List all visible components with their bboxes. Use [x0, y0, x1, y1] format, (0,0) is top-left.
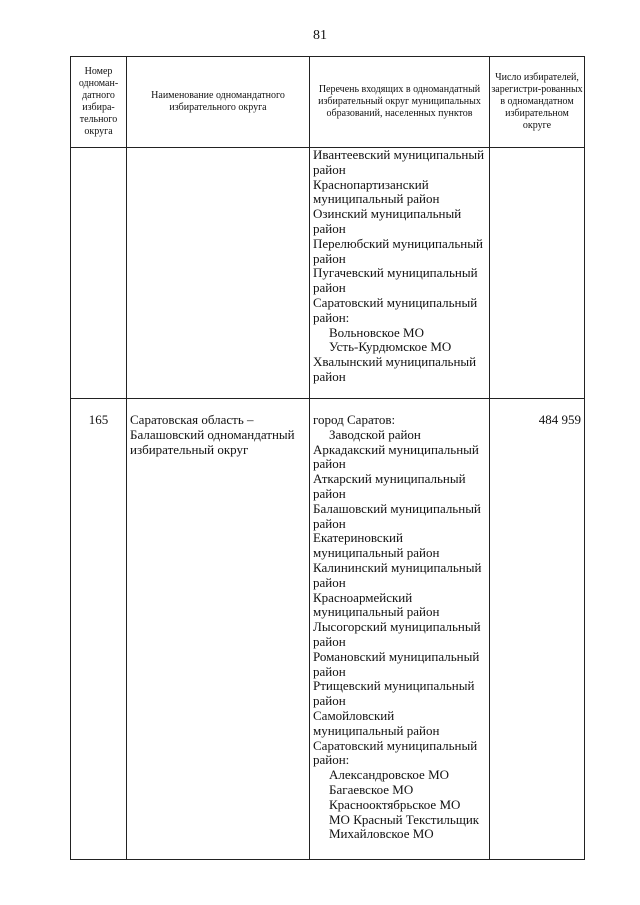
list-item: Саратовский муниципальный район: [313, 737, 478, 768]
table-row [71, 399, 585, 860]
list-item: Самойловский муниципальный район [313, 707, 440, 738]
list-item: Аткарский муниципальный район [313, 471, 466, 501]
district-name-cell [127, 148, 310, 399]
header-list: Перечень входящих в одномандатный избирательный округ муниципальных образований, населенных пунктов [310, 57, 490, 148]
list-item: Екатериновский муниципальный район [313, 530, 440, 561]
list-item: Лысогорский муниципальный район [313, 619, 481, 649]
list-item: Романовский муниципальный район [313, 648, 480, 679]
page-number: 81 [313, 28, 327, 43]
table-header-row [71, 57, 585, 148]
list-item: Перелюбский муниципальный район [313, 235, 483, 266]
list-item: Краснооктябрьское МО [329, 796, 461, 812]
list-item: Калининский муниципальный район [313, 559, 482, 590]
header-count: Число избирателей, зарегистри-рованных в одномандатном избирательном округе [490, 57, 585, 148]
list-item: Ртищевский муниципальный район [313, 678, 475, 709]
list-item: Аркадакский муниципальный район [313, 441, 479, 472]
list-item: Усть-Курдюмское МО [329, 339, 452, 355]
list-item: Красноармейский муниципальный район [313, 589, 440, 620]
list-item: Багаевское МО [329, 781, 414, 797]
district-number-cell [71, 148, 127, 399]
district-number-cell: 165 [71, 399, 127, 860]
list-item: Михайловское МО [329, 826, 434, 842]
list-item: город Саратов: [313, 412, 396, 427]
voter-count-cell [490, 148, 585, 399]
list-item: Заводской район [329, 426, 421, 442]
municipalities-list-cell [310, 148, 490, 399]
list-item: Александровское МО [329, 767, 450, 783]
header-name: Наименование одномандатного избирательного округа [127, 57, 310, 148]
list-item: Озинский муниципальный район [313, 206, 462, 236]
list-item: Пугачевский муниципальный район [313, 265, 478, 296]
district-name-cell: Саратовская область – Балашовский одномандатный избирательный округ [127, 399, 310, 860]
list-item: Вольновское МО [329, 324, 424, 340]
header-number: Номер одноман-датного избира-тельного округа [71, 57, 127, 148]
list-item: Саратовский муниципальный район: [313, 294, 478, 325]
municipalities-list-cell [310, 399, 490, 860]
list-item: Ивантеевский муниципальный район [313, 147, 485, 177]
list-item: Краснопартизанский муниципальный район [313, 176, 440, 207]
table-row [71, 148, 585, 399]
districts-table [70, 56, 585, 860]
list-item: Хвалынский муниципальный район [313, 354, 477, 384]
list-item: Балашовский муниципальный район [313, 500, 481, 531]
voter-count-cell: 484 959 [490, 399, 585, 860]
list-item: МО Красный Текстильщик [329, 811, 480, 827]
